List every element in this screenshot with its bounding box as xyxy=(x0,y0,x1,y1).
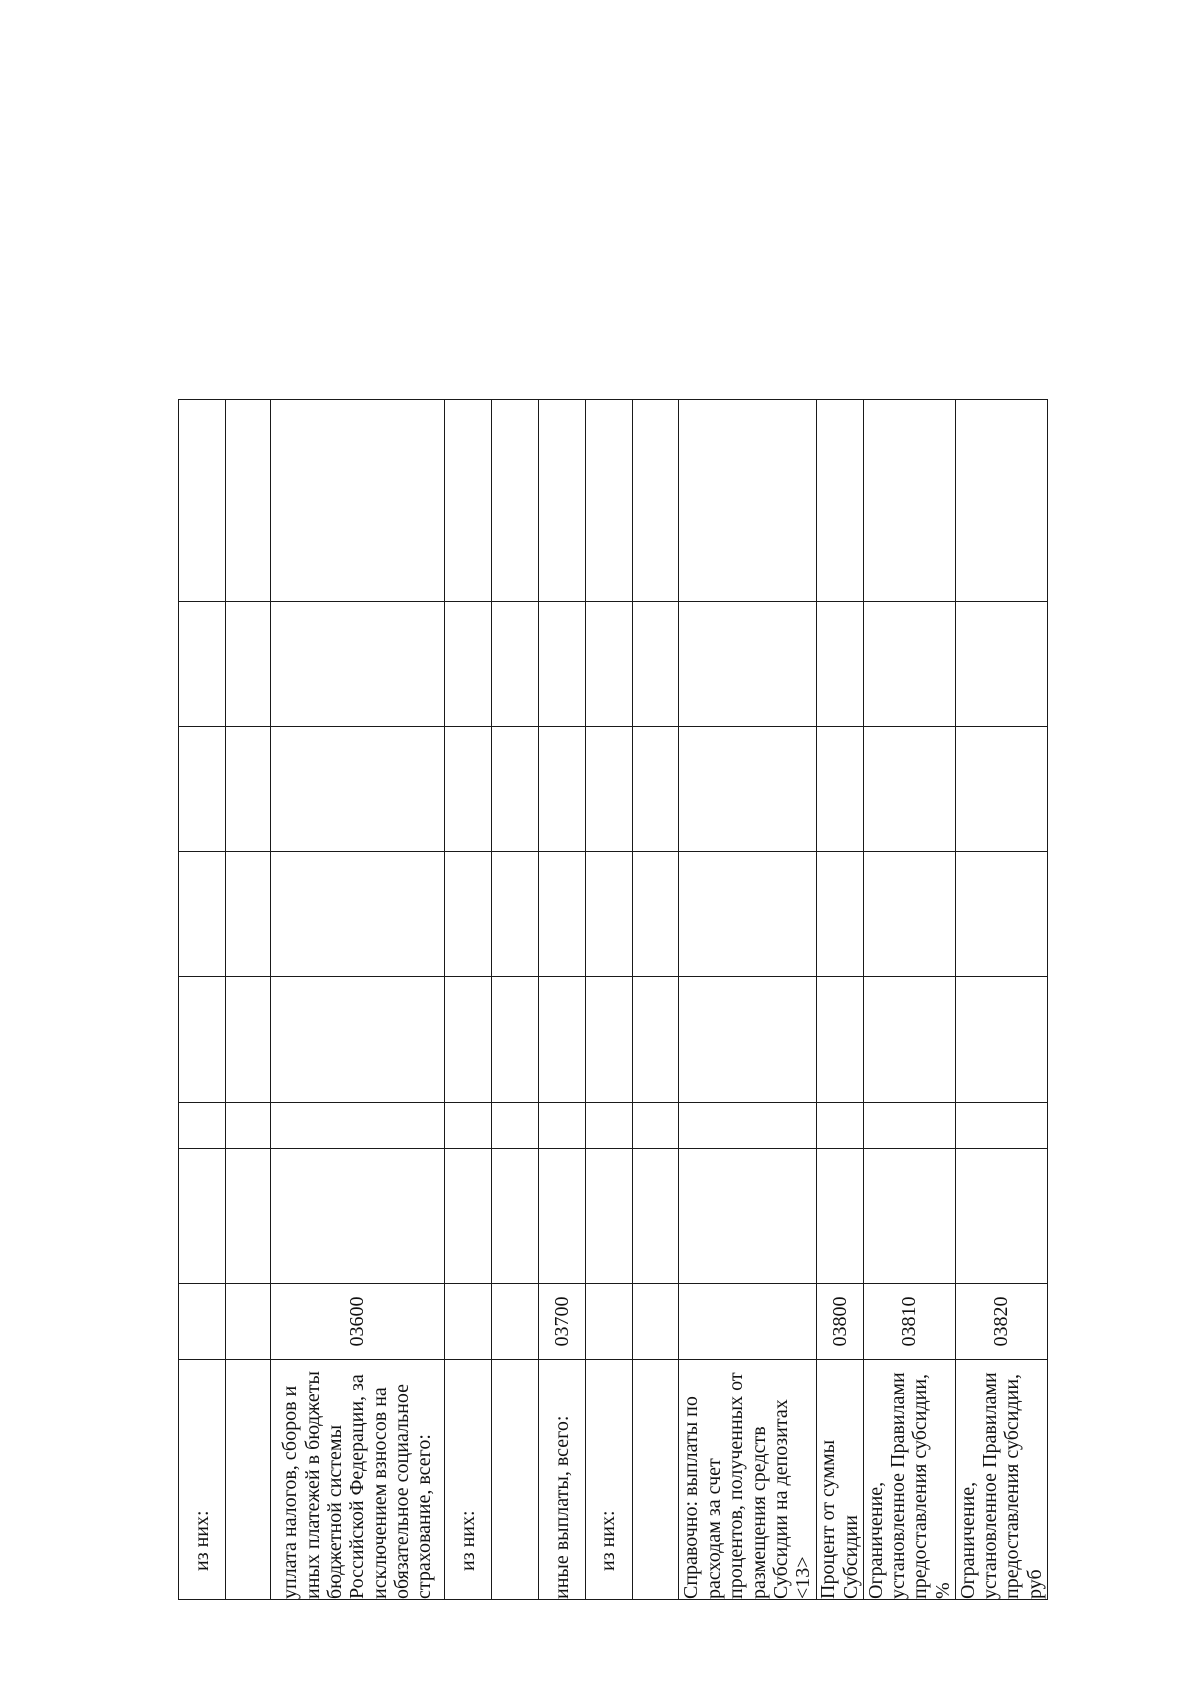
table-cell xyxy=(179,977,226,1103)
row-label: из них: xyxy=(445,1360,492,1600)
table-cell xyxy=(863,400,955,602)
table-cell xyxy=(492,977,539,1103)
table-row xyxy=(863,400,955,1600)
row-label: Ограничение, установленное Правилами предоставления субсидии, руб xyxy=(955,1360,1047,1600)
table-row xyxy=(955,400,1047,1600)
table-cell xyxy=(270,1149,445,1284)
table-cell xyxy=(632,602,679,727)
table-row xyxy=(679,400,817,1600)
row-code xyxy=(179,1284,226,1360)
table-cell xyxy=(492,400,539,602)
table-cell xyxy=(679,727,817,852)
table-cell xyxy=(270,400,445,602)
table-cell xyxy=(863,602,955,727)
row-code: 03820 xyxy=(955,1284,1047,1360)
table-cell xyxy=(179,1149,226,1284)
table-cell xyxy=(955,977,1047,1103)
table-cell xyxy=(679,1149,817,1284)
table-cell xyxy=(816,1103,863,1149)
table-cell xyxy=(863,1149,955,1284)
table-cell xyxy=(585,400,632,602)
table-cell xyxy=(445,400,492,602)
row-code xyxy=(632,1284,679,1360)
table-cell xyxy=(492,1103,539,1149)
table-cell xyxy=(445,727,492,852)
table-cell xyxy=(679,400,817,602)
row-label xyxy=(492,1360,539,1600)
table-cell xyxy=(679,1103,817,1149)
row-label: уплата налогов, сборов и иных платежей в бюджеты бюджетной системы Российской Федерации, за исключением взносов на обязательное социальное страхование, всего: xyxy=(270,1360,445,1600)
table-row xyxy=(492,400,539,1600)
row-label: из них: xyxy=(585,1360,632,1600)
table-cell xyxy=(816,977,863,1103)
table-cell xyxy=(679,852,817,977)
table-cell xyxy=(539,977,586,1103)
table-cell xyxy=(492,602,539,727)
table-cell xyxy=(955,602,1047,727)
table-cell xyxy=(863,852,955,977)
table-cell xyxy=(585,1103,632,1149)
table-cell xyxy=(632,1149,679,1284)
row-code xyxy=(585,1284,632,1360)
table-cell xyxy=(225,977,270,1103)
table-cell xyxy=(955,852,1047,977)
table-cell xyxy=(225,1103,270,1149)
row-code xyxy=(225,1284,270,1360)
rotated-table-container xyxy=(178,400,1048,1600)
row-label: Справочно: выплаты по расходам за счет процентов, полученных от размещения средств Субсидии на депозитах <13> xyxy=(679,1360,817,1600)
table-cell xyxy=(539,602,586,727)
table-cell xyxy=(539,1149,586,1284)
table-row xyxy=(816,400,863,1600)
table-cell xyxy=(585,727,632,852)
table-cell xyxy=(270,852,445,977)
table-cell xyxy=(270,1103,445,1149)
table-cell xyxy=(270,727,445,852)
table-cell xyxy=(179,852,226,977)
table-cell xyxy=(632,400,679,602)
table-cell xyxy=(955,1103,1047,1149)
table-cell xyxy=(816,400,863,602)
table-cell xyxy=(585,852,632,977)
table-row xyxy=(585,400,632,1600)
table-cell xyxy=(225,400,270,602)
table-cell xyxy=(492,727,539,852)
row-label xyxy=(632,1360,679,1600)
table-cell xyxy=(225,602,270,727)
table-cell xyxy=(679,977,817,1103)
row-label: иные выплаты, всего: xyxy=(539,1360,586,1600)
table-cell xyxy=(863,977,955,1103)
table-cell xyxy=(816,727,863,852)
table-cell xyxy=(179,400,226,602)
row-code xyxy=(492,1284,539,1360)
table-cell xyxy=(632,1103,679,1149)
table-cell xyxy=(492,852,539,977)
table-cell xyxy=(225,727,270,852)
table-cell xyxy=(179,727,226,852)
table-cell xyxy=(179,1103,226,1149)
row-code: 03600 xyxy=(270,1284,445,1360)
table-cell xyxy=(445,977,492,1103)
table-cell xyxy=(492,1149,539,1284)
table-cell xyxy=(225,852,270,977)
table-cell xyxy=(679,602,817,727)
table-cell xyxy=(445,852,492,977)
table-row xyxy=(270,400,445,1600)
table-cell xyxy=(539,852,586,977)
row-code: 03800 xyxy=(816,1284,863,1360)
table-cell xyxy=(863,727,955,852)
table-cell xyxy=(585,602,632,727)
table-cell xyxy=(585,977,632,1103)
table-cell xyxy=(225,1149,270,1284)
row-label: Процент от суммы Субсидии xyxy=(816,1360,863,1600)
table-cell xyxy=(632,852,679,977)
table-cell xyxy=(179,602,226,727)
table-cell xyxy=(955,400,1047,602)
table-cell xyxy=(539,727,586,852)
table-cell xyxy=(270,977,445,1103)
table-row xyxy=(179,400,226,1600)
row-code xyxy=(679,1284,817,1360)
table-cell xyxy=(270,602,445,727)
table-cell xyxy=(632,727,679,852)
table-row xyxy=(445,400,492,1600)
table-cell xyxy=(445,602,492,727)
table-row xyxy=(632,400,679,1600)
table-cell xyxy=(955,1149,1047,1284)
table-cell xyxy=(816,1149,863,1284)
table-cell xyxy=(816,602,863,727)
table-cell xyxy=(816,852,863,977)
table-cell xyxy=(445,1103,492,1149)
table-cell xyxy=(585,1149,632,1284)
table-cell xyxy=(955,727,1047,852)
table-cell xyxy=(445,1149,492,1284)
row-code xyxy=(445,1284,492,1360)
row-code: 03810 xyxy=(863,1284,955,1360)
row-code: 03700 xyxy=(539,1284,586,1360)
table-cell xyxy=(539,400,586,602)
table-cell xyxy=(863,1103,955,1149)
table-row xyxy=(539,400,586,1600)
row-label: из них: xyxy=(179,1360,226,1600)
row-label: Ограничение, установленное Правилами предоставления субсидии, % xyxy=(863,1360,955,1600)
report-table xyxy=(178,399,1048,1600)
table-row xyxy=(225,400,270,1600)
table-cell xyxy=(539,1103,586,1149)
row-label xyxy=(225,1360,270,1600)
table-cell xyxy=(632,977,679,1103)
